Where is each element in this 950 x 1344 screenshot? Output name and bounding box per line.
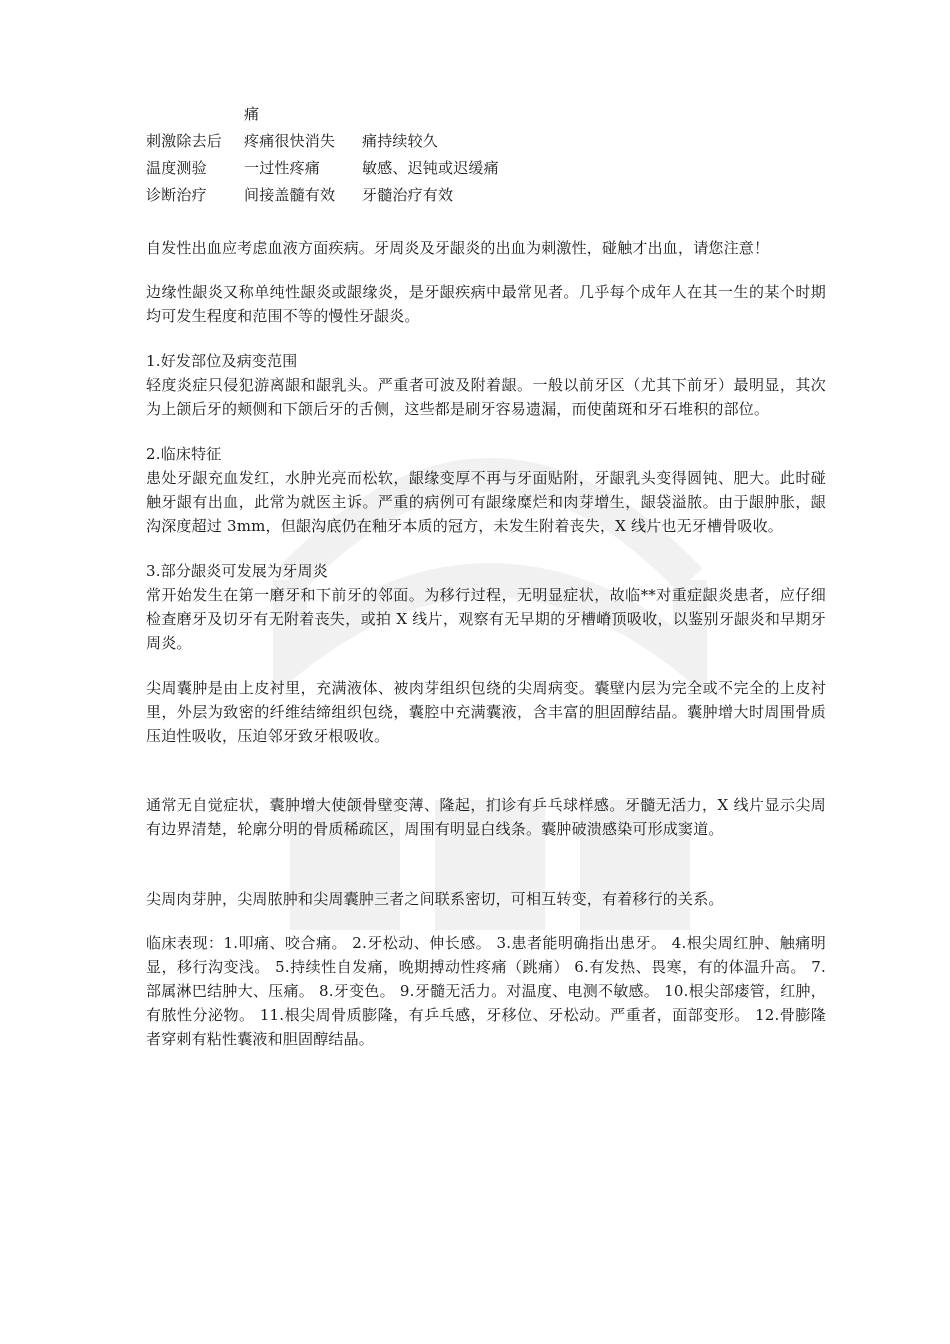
table-cell: 温度测验 <box>146 158 207 177</box>
paragraph-bleeding: 自发性出血应考虑血液方面疾病。牙周炎及牙龈炎的出血为刺激性，碰触才出血，请您注意！ <box>146 239 770 257</box>
paragraph-granuloma: 尖周肉芽肿，尖周脓肿和尖周囊肿三者之间联系密切，可相互转变，有着移行的关系。 <box>146 890 724 908</box>
table-cell: 牙髓治疗有效 <box>362 185 454 204</box>
section-text: 轻度炎症只侵犯游离龈和龈乳头。严重者可波及附着龈。一般以前牙区（尤其下前牙）最明显，其次为上颌后牙的颊侧和下颌后牙的舌侧，这些都是刷牙容易遗漏，而使菌斑和牙石堆积的部位。 <box>146 376 826 418</box>
section-text: 患处牙龈充血发红，水肿光亮而松软，龈缘变厚不再与牙面贴附，牙龈乳头变得圆钝、肥大。此时碰触牙龈有出血，此常为就医主诉。严重的病例可有龈缘糜烂和肉芽增生，龈袋溢脓。由于龈肿胀，龈沟深度超过 3mm，但龈沟底仍在釉牙本质的冠方，未发生附着丧失，X 线片也无牙槽骨吸收。 <box>146 469 826 535</box>
section-text: 常开始发生在第一磨牙和下前牙的邻面。为移行过程，无明显症状，故临**对重症龈炎患者，应仔细检查磨牙及切牙有无附着丧失，或拍 X 线片，观察有无早期的牙槽嵴顶吸收，以鉴别牙龈炎和早期牙周炎。 <box>146 586 826 652</box>
table-cell: 诊断治疗 <box>146 185 207 204</box>
table-cell: 疼痛很快消失 <box>244 131 336 150</box>
table-cell: 痛持续较久 <box>362 131 439 150</box>
paragraph-marginal-gingivitis: 边缘性龈炎又称单纯性龈炎或龈缘炎，是牙龈疾病中最常见者。几乎每个成年人在其一生的某个时期均可发生程度和范围不等的慢性牙龈炎。 <box>146 283 826 325</box>
table-cell: 痛 <box>244 104 260 123</box>
table-row <box>146 181 826 208</box>
section-2 <box>146 442 826 538</box>
table-row <box>146 100 826 127</box>
section-3 <box>146 559 826 655</box>
paragraph-cyst-symptoms: 通常无自觉症状，囊肿增大使颌骨壁变薄、隆起，扪诊有乒乓球样感。牙髓无活力，X 线片显示尖周有边界清楚，轮廓分明的骨质稀疏区，周围有明显白线条。囊肿破溃感染可形成窦道。 <box>146 796 826 838</box>
section-title: 2.临床特征 <box>146 445 222 463</box>
table-cell: 一过性疼痛 <box>244 158 321 177</box>
section-title: 1.好发部位及病变范围 <box>146 352 298 370</box>
table-cell: 敏感、迟钝或迟缓痛 <box>362 158 499 177</box>
section-1 <box>146 349 826 421</box>
document-content <box>146 100 826 1051</box>
table-cell: 刺激除去后 <box>146 131 223 150</box>
paragraph-periapical-cyst: 尖周囊肿是由上皮衬里，充满液体、被肉芽组织包绕的尖周病变。囊壁内层为完全或不完全的上皮衬里，外层为致密的纤维结缔组织包绕，囊腔中充满囊液，含丰富的胆固醇结晶。囊肿增大时周围骨质压迫性吸收，压迫邻牙致牙根吸收。 <box>146 679 826 745</box>
table-row <box>146 154 826 181</box>
table-cell: 间接盖髓有效 <box>244 185 336 204</box>
section-title: 3.部分龈炎可发展为牙周炎 <box>146 562 328 580</box>
paragraph-clinical-manifestations: 临床表现：1.叩痛、咬合痛。 2.牙松动、伸长感。 3.患者能明确指出患牙。 4.根尖周红肿、触痛明显，移行沟变浅。 5.持续性自发痛，晚期搏动性疼痛（跳痛） 6.有发热、畏寒，有的体温升高。 7.部属淋巴结肿大、压痛。 8.牙变色。 9.牙髓无活力。对温度、电测不敏感。 10.根尖部瘘管，红肿，有脓性分泌物。 11.根尖周骨质膨隆，有乒乓感，牙移位、牙松动。严重者，面部变形。 12.骨膨隆者穿刺有粘性囊液和胆固醇结晶。 <box>146 934 826 1048</box>
table-row <box>146 127 826 154</box>
